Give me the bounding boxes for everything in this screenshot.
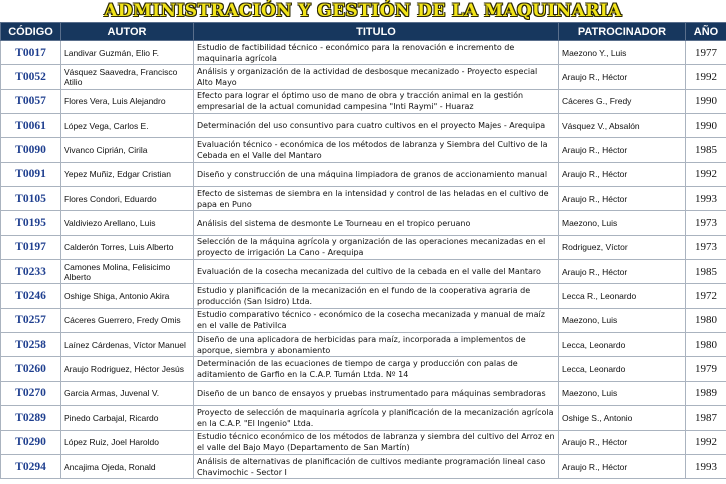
- title-cell: Evaluación técnico - económica de los métodos de labranza y Siembra del Cultivo de la Cebada en el Valle del Mantaro: [194, 138, 559, 162]
- table-row: [1, 454, 726, 478]
- year-cell: 1992: [686, 162, 726, 186]
- title-cell: Estudio comparativo técnico - económico de la cosecha mecanizada y manual de maíz en el valle de Pativilca: [194, 308, 559, 332]
- title-cell: Estudio de factibilidad técnico - económico para la renovación e incremento de maquinaria agrícola: [194, 41, 559, 65]
- sponsor-cell: Araujo R., Héctor: [559, 260, 686, 284]
- code-cell: T0105: [1, 187, 61, 211]
- year-cell: 1980: [686, 308, 726, 332]
- sponsor-cell: Maezono, Luis: [559, 308, 686, 332]
- sponsor-cell: Araujo R., Héctor: [559, 65, 686, 89]
- table-row: [1, 235, 726, 259]
- code-cell: T0197: [1, 235, 61, 259]
- title-cell: Análisis y organización de la actividad de desbosque mecanizado - Proyecto especial Alto Mayo: [194, 65, 559, 89]
- code-cell: T0090: [1, 138, 61, 162]
- code-cell: T0260: [1, 357, 61, 381]
- sponsor-cell: Maezono, Luis: [559, 211, 686, 235]
- year-cell: 1985: [686, 138, 726, 162]
- column-header-sponsor: PATROCINADOR: [559, 23, 686, 41]
- sponsor-cell: Araujo R., Héctor: [559, 187, 686, 211]
- sponsor-cell: Lecca, Leonardo: [559, 333, 686, 357]
- column-header-year: AÑO: [686, 23, 726, 41]
- title-cell: Diseño de un banco de ensayos y pruebas instrumentado para máquinas sembradoras: [194, 381, 559, 405]
- sponsor-cell: Araujo R., Héctor: [559, 454, 686, 478]
- page-title: ADMINISTRACIÓN Y GESTIÓN DE LA MAQUINARIA: [104, 1, 622, 21]
- author-cell: López Vega, Carlos E.: [61, 114, 194, 138]
- year-cell: 1972: [686, 284, 726, 308]
- year-cell: 1973: [686, 235, 726, 259]
- table-row: [1, 260, 726, 284]
- year-cell: 1993: [686, 454, 726, 478]
- title-cell: Estudio y planificación de la mecanización en el fundo de la cooperativa agraria de producción (San Isidro) Ltda.: [194, 284, 559, 308]
- table-row: [1, 41, 726, 65]
- author-cell: Laínez Cárdenas, Víctor Manuel: [61, 333, 194, 357]
- code-cell: T0061: [1, 114, 61, 138]
- sponsor-cell: Lecca, Leonardo: [559, 357, 686, 381]
- author-cell: López Ruiz, Joel Haroldo: [61, 430, 194, 454]
- table-body: [1, 41, 726, 479]
- sponsor-cell: Lecca R., Leonardo: [559, 284, 686, 308]
- year-cell: 1992: [686, 430, 726, 454]
- sponsor-cell: Araujo R., Héctor: [559, 138, 686, 162]
- author-cell: Flores Vera, Luis Alejandro: [61, 89, 194, 113]
- table-header-row: [1, 23, 726, 41]
- author-cell: Valdiviezo Arellano, Luis: [61, 211, 194, 235]
- title-cell: Análisis de alternativas de planificación de cultivos mediante programación lineal caso Chavimochic - Sector I: [194, 454, 559, 478]
- code-cell: T0017: [1, 41, 61, 65]
- thesis-table: [0, 22, 726, 479]
- title-cell: Efecto para lograr el óptimo uso de mano de obra y tracción animal en la gestión empresarial de la actual comunidad campesina "Inti Raymi" - Huaraz: [194, 89, 559, 113]
- title-cell: Selección de la máquina agrícola y organización de las operaciones mecanizadas en el proyecto de irrigación La Cano - Arequipa: [194, 235, 559, 259]
- table-row: [1, 114, 726, 138]
- title-cell: Determinación de las ecuaciones de tiempo de carga y producción con palas de aditamiento de Garfio en la C.A.P. Tumán Ltda. Nº 14: [194, 357, 559, 381]
- author-cell: Cáceres Guerrero, Fredy Omis: [61, 308, 194, 332]
- year-cell: 1990: [686, 114, 726, 138]
- table-row: [1, 357, 726, 381]
- table-row: [1, 406, 726, 430]
- table-row: [1, 381, 726, 405]
- author-cell: Flores Condori, Eduardo: [61, 187, 194, 211]
- sponsor-cell: Rodriguez, Víctor: [559, 235, 686, 259]
- code-cell: T0057: [1, 89, 61, 113]
- code-cell: T0195: [1, 211, 61, 235]
- year-cell: 1989: [686, 381, 726, 405]
- year-cell: 1979: [686, 357, 726, 381]
- code-cell: T0294: [1, 454, 61, 478]
- year-cell: 1993: [686, 187, 726, 211]
- code-cell: T0091: [1, 162, 61, 186]
- table-row: [1, 138, 726, 162]
- year-cell: 1990: [686, 89, 726, 113]
- author-cell: Pinedo Carbajal, Ricardo: [61, 406, 194, 430]
- year-cell: 1977: [686, 41, 726, 65]
- code-cell: T0233: [1, 260, 61, 284]
- code-cell: T0246: [1, 284, 61, 308]
- title-cell: Análisis del sistema de desmonte Le Tourneau en el tropico peruano: [194, 211, 559, 235]
- table-row: [1, 187, 726, 211]
- table-row: [1, 65, 726, 89]
- code-cell: T0257: [1, 308, 61, 332]
- title-cell: Efecto de sistemas de siembra en la intensidad y control de las heladas en el cultivo de papa en Puno: [194, 187, 559, 211]
- author-cell: Vivanco Ciprián, Cirila: [61, 138, 194, 162]
- code-cell: T0052: [1, 65, 61, 89]
- author-cell: Yepez Muñiz, Edgar Cristian: [61, 162, 194, 186]
- code-cell: T0289: [1, 406, 61, 430]
- table-row: [1, 211, 726, 235]
- code-cell: T0290: [1, 430, 61, 454]
- year-cell: 1987: [686, 406, 726, 430]
- column-header-author: AUTOR: [61, 23, 194, 41]
- author-cell: Camones Molina, Felisicimo Alberto: [61, 260, 194, 284]
- column-header-title: TITULO: [194, 23, 559, 41]
- title-cell: Diseño y construcción de una máquina limpiadora de granos de accionamiento manual: [194, 162, 559, 186]
- sponsor-cell: Vásquez V., Absalón: [559, 114, 686, 138]
- sponsor-cell: Maezono, Luis: [559, 381, 686, 405]
- title-cell: Diseño de una aplicadora de herbicidas para maíz, incorporada a implementos de aporque, siembra y abonamiento: [194, 333, 559, 357]
- author-cell: Ancajima Ojeda, Ronald: [61, 454, 194, 478]
- table-row: [1, 430, 726, 454]
- table-row: [1, 333, 726, 357]
- table-row: [1, 284, 726, 308]
- author-cell: Calderón Torres, Luis Alberto: [61, 235, 194, 259]
- table-row: [1, 308, 726, 332]
- year-cell: 1973: [686, 211, 726, 235]
- author-cell: Oshige Shiga, Antonio Akira: [61, 284, 194, 308]
- author-cell: Araujo Rodriguez, Héctor Jesús: [61, 357, 194, 381]
- title-cell: Evaluación de la cosecha mecanizada del cultivo de la cebada en el valle del Mantaro: [194, 260, 559, 284]
- title-cell: Proyecto de selección de maquinaria agrícola y planificación de la mecanización agrícola en la C.A.P. "El Ingenio" Ltda.: [194, 406, 559, 430]
- sponsor-cell: Cáceres G., Fredy: [559, 89, 686, 113]
- year-cell: 1980: [686, 333, 726, 357]
- year-cell: 1985: [686, 260, 726, 284]
- code-cell: T0258: [1, 333, 61, 357]
- sponsor-cell: Araujo R., Héctor: [559, 430, 686, 454]
- title-cell: Determinación del uso consuntivo para cuatro cultivos en el proyecto Majes - Arequipa: [194, 114, 559, 138]
- author-cell: Vásquez Saavedra, Francisco Atilio: [61, 65, 194, 89]
- sponsor-cell: Araujo R., Héctor: [559, 162, 686, 186]
- code-cell: T0270: [1, 381, 61, 405]
- author-cell: Landivar Guzmán, Elio F.: [61, 41, 194, 65]
- table-row: [1, 89, 726, 113]
- column-header-code: CÓDIGO: [1, 23, 61, 41]
- title-cell: Estudio técnico económico de los métodos de labranza y siembra del cultivo del Arroz en el valle del Bajo Mayo (Departamento de San Martín): [194, 430, 559, 454]
- sponsor-cell: Oshige S., Antonio: [559, 406, 686, 430]
- author-cell: Garcia Armas, Juvenal V.: [61, 381, 194, 405]
- table-row: [1, 162, 726, 186]
- sponsor-cell: Maezono Y., Luis: [559, 41, 686, 65]
- year-cell: 1992: [686, 65, 726, 89]
